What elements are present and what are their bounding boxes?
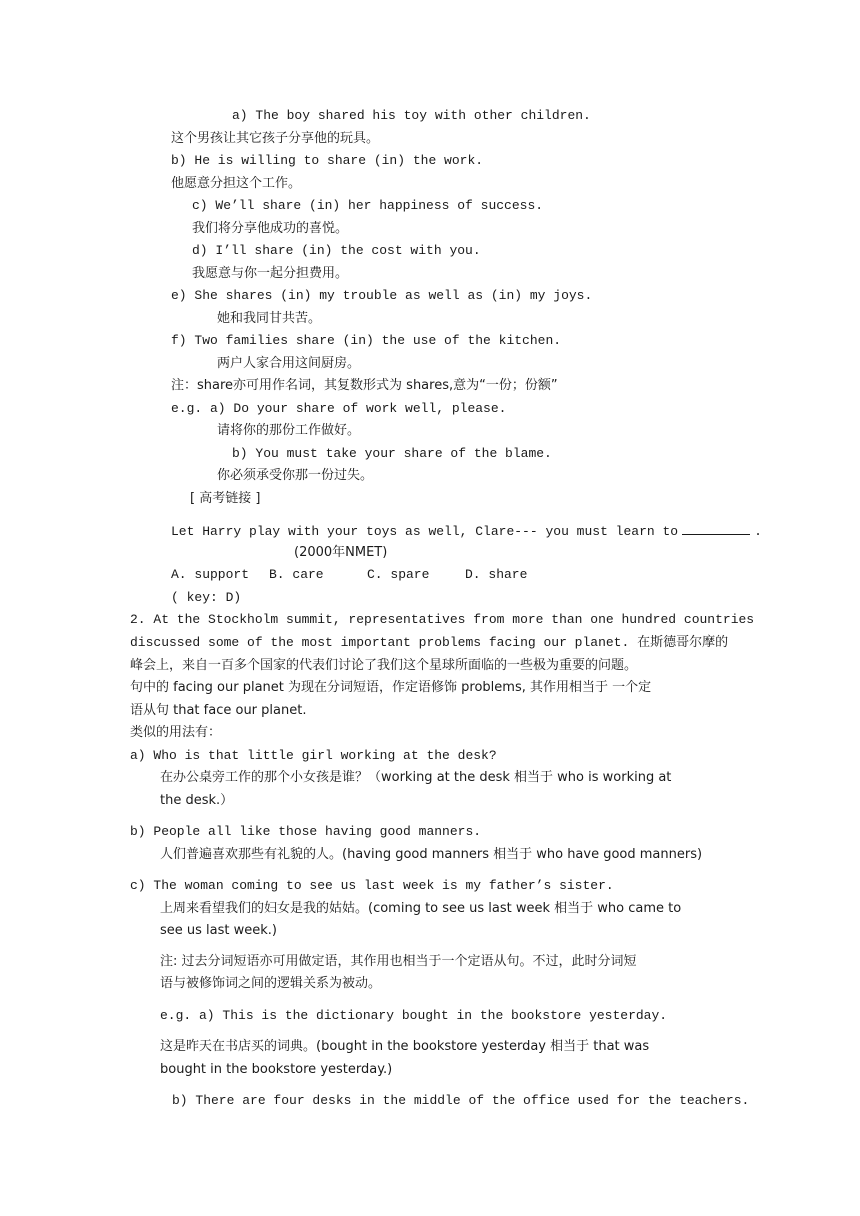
item-2-line-3: 峰会上，来自一百多个国家的代表们讨论了我们这个星球所面临的一些极为重要的问题。 <box>130 658 638 673</box>
example-f-en: f) Two families share (in) the use of the kitchen. <box>171 333 562 348</box>
option-c: C. spare <box>367 567 430 582</box>
eg-a-en: e.g. a) Do your share of work well, please. <box>171 401 507 416</box>
eg-pp-b-en: b) There are four desks in the middle of the office used for the teachers. <box>172 1093 750 1108</box>
example-d-en: d) I’ll share (in) the cost with you. <box>192 243 481 258</box>
usage-c-zh-1: 上周来看望我们的妇女是我的姑姑。(coming to see us last week 相当于 who came to <box>160 901 682 916</box>
usage-c-en: c) The woman coming to see us last week is my father’s sister. <box>130 878 614 893</box>
usage-b-zh: 人们普遍喜欢那些有礼貌的人。(having good manners 相当于 who have good manners) <box>160 847 703 862</box>
example-b-zh: 他愿意分担这个工作。 <box>171 176 302 191</box>
question-text: Let Harry play with your toys as well, Clare--- you must learn to <box>171 524 679 539</box>
answer-blank <box>682 522 750 535</box>
example-e-en: e) She shares (in) my trouble as well as (in) my joys. <box>171 288 593 303</box>
eg-b-en: b) You must take your share of the blame. <box>232 446 552 461</box>
note-share-noun: 注：share亦可用作名词，其复数形式为 shares,意为“一份；份额” <box>171 378 558 393</box>
answer-key: ( key: D) <box>171 590 242 605</box>
eg-pp-a-zh-2: bought in the bookstore yesterday.) <box>160 1062 393 1077</box>
usage-a-en: a) Who is that little girl working at the desk? <box>130 748 497 763</box>
question-end: . <box>754 524 762 539</box>
example-e-zh: 她和我同甘共苦。 <box>217 311 322 326</box>
item-2-line-5: 语从句 that face our planet. <box>130 703 307 718</box>
example-c-en: c) We’ll share (in) her happiness of success. <box>192 198 544 213</box>
example-c-zh: 我们将分享他成功的喜悦。 <box>192 221 349 236</box>
item-2-line-1: 2. At the Stockholm summit, representatives from more than one hundred countries <box>130 612 755 627</box>
option-b: B. care <box>269 567 324 582</box>
example-b-en: b) He is willing to share (in) the work. <box>171 153 484 168</box>
answer-options <box>171 566 527 584</box>
eg-b-zh: 你必须承受你那一份过失。 <box>217 468 374 483</box>
usage-c-zh-2: see us last week.) <box>160 923 277 938</box>
gaokao-link-heading: [ 高考链接 ] <box>190 491 261 506</box>
usage-a-zh-1: 在办公桌旁工作的那个小女孩是谁？（working at the desk 相当于 who is working at <box>160 770 672 785</box>
usage-b-en: b) People all like those having good manners. <box>130 824 482 839</box>
example-f-zh: 两户人家合用这间厨房。 <box>217 356 361 371</box>
similar-usage-heading: 类似的用法有： <box>130 725 222 740</box>
question-sentence <box>171 522 762 541</box>
note-past-participle-1: 注: 过去分词短语亦可用做定语，其作用也相当于一个定语从句。不过，此时分词短 <box>160 954 637 969</box>
usage-a-zh-2: the desk.） <box>160 793 234 808</box>
note-past-participle-2: 语与被修饰词之间的逻辑关系为被动。 <box>160 976 382 991</box>
option-d: D. share <box>465 567 528 582</box>
example-a-en: a) The boy shared his toy with other children. <box>232 108 591 123</box>
option-a: A. support <box>171 567 250 582</box>
eg-pp-a-en: e.g. a) This is the dictionary bought in the bookstore yesterday. <box>160 1008 668 1023</box>
item-2-line-4: 句中的 facing our planet 为现在分词短语，作定语修饰 problems, 其作用相当于 一个定 <box>130 680 652 695</box>
example-d-zh: 我愿意与你一起分担费用。 <box>192 266 349 281</box>
example-a-zh: 这个男孩让其它孩子分享他的玩具。 <box>171 131 380 146</box>
question-source: (2000年NMET) <box>294 545 388 560</box>
eg-a-zh: 请将你的那份工作做好。 <box>217 423 361 438</box>
eg-pp-a-zh-1: 这是昨天在书店买的词典。(bought in the bookstore yesterday 相当于 that was <box>160 1039 650 1054</box>
item-2-line-2: discussed some of the most important problems facing our planet. 在斯德哥尔摩的 <box>130 635 729 650</box>
